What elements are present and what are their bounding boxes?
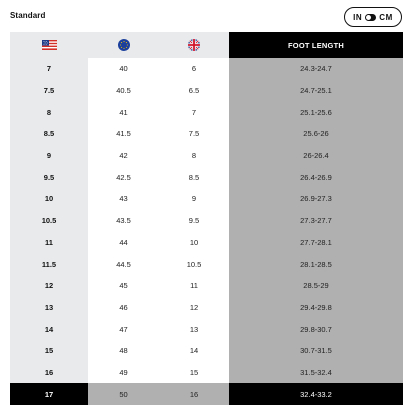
cell-fl: 26.9-27.3 [229,188,403,210]
table-header-row [10,32,403,58]
unit-in-label: IN [353,12,363,22]
table-row[interactable] [10,210,403,232]
cell-eu: 44 [88,232,159,254]
page-title: Standard [10,11,46,20]
cell-us: 7 [10,58,88,80]
cell-us: 14 [10,318,88,340]
cell-fl: 26-26.4 [229,145,403,167]
cell-fl: 27.3-27.7 [229,210,403,232]
table-row[interactable] [10,253,403,275]
cell-uk: 16 [159,383,229,405]
column-header-uk [159,32,229,58]
cell-us: 17 [10,383,88,405]
cell-us: 13 [10,297,88,319]
cell-uk: 7 [159,101,229,123]
unit-cm-label: CM [379,12,393,22]
cell-eu: 48 [88,340,159,362]
toggle-switch-icon [365,14,376,21]
cell-eu: 41 [88,101,159,123]
table-row[interactable] [10,166,403,188]
cell-uk: 12 [159,297,229,319]
cell-uk: 10.5 [159,253,229,275]
cell-uk: 6.5 [159,80,229,102]
cell-uk: 8.5 [159,166,229,188]
cell-eu: 46 [88,297,159,319]
cell-fl: 25.6-26 [229,123,403,145]
table-row[interactable] [10,383,403,405]
cell-fl: 28.1-28.5 [229,253,403,275]
cell-fl: 31.5-32.4 [229,362,403,384]
cell-eu: 42 [88,145,159,167]
cell-us: 11 [10,232,88,254]
cell-fl: 27.7-28.1 [229,232,403,254]
column-header-us [10,32,88,58]
cell-us: 10.5 [10,210,88,232]
cell-eu: 43.5 [88,210,159,232]
table-row[interactable] [10,318,403,340]
table-row[interactable] [10,232,403,254]
cell-uk: 9.5 [159,210,229,232]
cell-us: 11.5 [10,253,88,275]
cell-uk: 7.5 [159,123,229,145]
cell-fl: 28.5-29 [229,275,403,297]
cell-fl: 24.7-25.1 [229,80,403,102]
cell-eu: 44.5 [88,253,159,275]
table-row[interactable] [10,340,403,362]
eu-flag-icon [118,39,130,51]
cell-us: 16 [10,362,88,384]
cell-fl: 24.3-24.7 [229,58,403,80]
cell-eu: 41.5 [88,123,159,145]
cell-fl: 25.1-25.6 [229,101,403,123]
table-row[interactable] [10,145,403,167]
cell-us: 10 [10,188,88,210]
cell-fl: 30.7-31.5 [229,340,403,362]
cell-us: 8.5 [10,123,88,145]
table-row[interactable] [10,297,403,319]
cell-fl: 29.8-30.7 [229,318,403,340]
column-header-eu [88,32,159,58]
cell-eu: 50 [88,383,159,405]
cell-uk: 14 [159,340,229,362]
column-header-foot-length: FOOT LENGTH [229,32,403,58]
us-flag-icon [42,40,57,50]
cell-uk: 11 [159,275,229,297]
unit-toggle[interactable] [344,7,402,27]
cell-fl: 26.4-26.9 [229,166,403,188]
uk-flag-icon [188,39,200,51]
cell-eu: 47 [88,318,159,340]
table-row[interactable] [10,101,403,123]
table-row[interactable] [10,123,403,145]
cell-fl: 29.4-29.8 [229,297,403,319]
cell-fl: 32.4-33.2 [229,383,403,405]
cell-us: 9 [10,145,88,167]
cell-uk: 6 [159,58,229,80]
cell-uk: 13 [159,318,229,340]
cell-uk: 15 [159,362,229,384]
table-row[interactable] [10,80,403,102]
cell-eu: 45 [88,275,159,297]
table-row[interactable] [10,362,403,384]
cell-eu: 43 [88,188,159,210]
size-chart-table [10,32,403,405]
size-rows [10,58,403,405]
cell-uk: 10 [159,232,229,254]
table-row[interactable] [10,58,403,80]
cell-us: 7.5 [10,80,88,102]
cell-us: 12 [10,275,88,297]
cell-eu: 42.5 [88,166,159,188]
table-row[interactable] [10,188,403,210]
cell-uk: 8 [159,145,229,167]
cell-us: 15 [10,340,88,362]
cell-eu: 40 [88,58,159,80]
cell-eu: 40.5 [88,80,159,102]
table-row[interactable] [10,275,403,297]
cell-uk: 9 [159,188,229,210]
cell-us: 9.5 [10,166,88,188]
cell-eu: 49 [88,362,159,384]
cell-us: 8 [10,101,88,123]
